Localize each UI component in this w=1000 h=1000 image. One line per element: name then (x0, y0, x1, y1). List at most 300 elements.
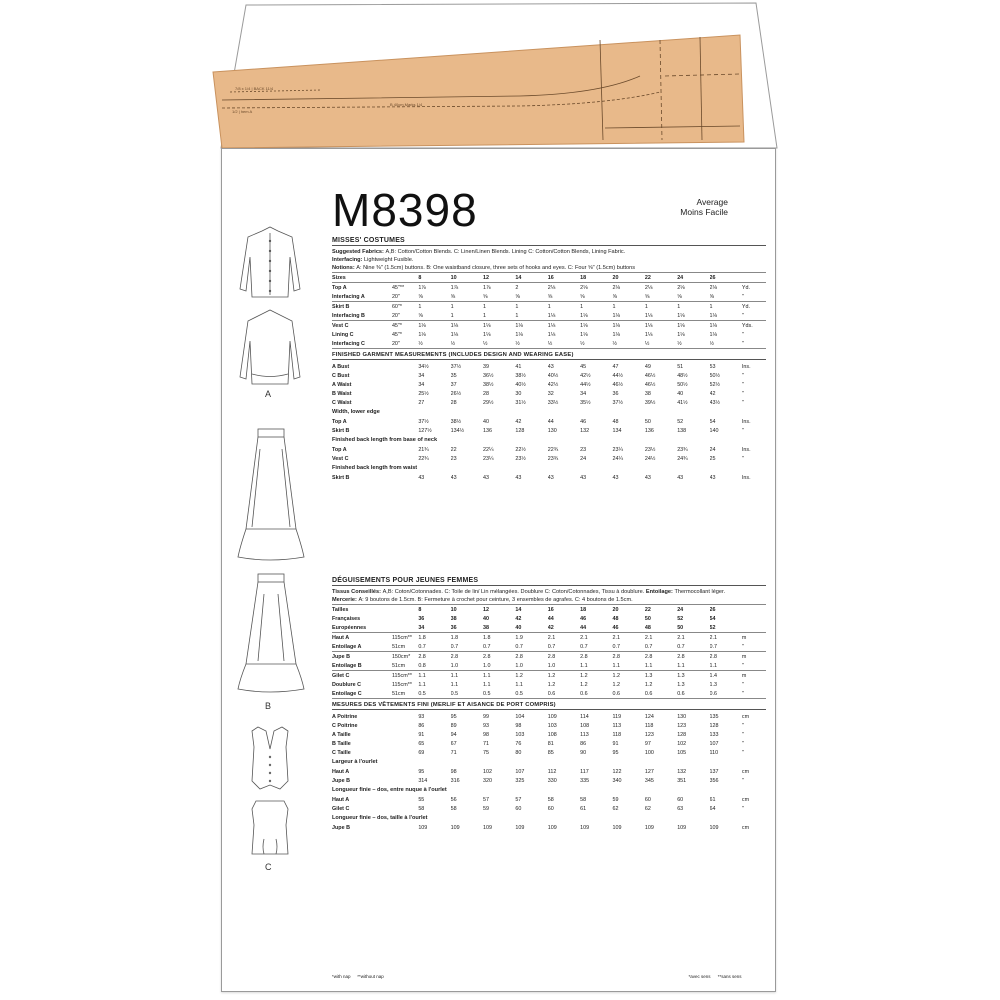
french-title: DÉGUISEMENTS POUR JEUNES FEMMES (332, 577, 766, 586)
table-cell: " (742, 642, 766, 652)
table-cell: 0.7 (548, 642, 580, 652)
table-cell: 1.2 (580, 681, 588, 688)
table-cell (392, 767, 418, 776)
table-cell: 0.5 (418, 689, 450, 699)
table-cell: 109 (644, 824, 654, 831)
table-cell: 1.0 (548, 661, 580, 671)
table-cell: 44½ (580, 381, 591, 388)
table-cell: 1⅛ (418, 331, 426, 338)
table-cell: 118 (644, 722, 654, 729)
table-cell: 1.2 (580, 672, 588, 679)
table-cell: 22 (644, 606, 651, 613)
table-cell: ½ (451, 339, 483, 349)
table-cell: " (742, 339, 766, 349)
table-cell: 100 (644, 749, 654, 756)
table-cell: 50½ (677, 381, 688, 388)
table-cell: 52 (710, 623, 742, 633)
table-cell: 1 (547, 303, 551, 310)
table-cell: 2⅛ (644, 284, 653, 291)
table-cell: 2⅛ (580, 284, 588, 291)
table-cell: 1.0 (483, 661, 515, 671)
table-cell: ⅝ (612, 292, 644, 302)
table-cell: 23 (580, 446, 587, 453)
fr-longueur1-table (332, 795, 766, 813)
table-cell: 22¾ (418, 455, 429, 462)
table-cell: 1 (451, 311, 483, 321)
table-cell: 1⅛ (450, 322, 459, 329)
table-cell: 2.8 (677, 653, 685, 660)
table-cell: ½ (483, 339, 515, 349)
table-cell: 65 (418, 740, 425, 747)
table-cell: 97 (644, 740, 651, 747)
table-cell: " (741, 390, 744, 397)
table-cell: 40 (677, 390, 684, 397)
fr-largeur-title: Largeur à l'ourlet (332, 759, 378, 765)
table-cell: 36 (451, 623, 483, 633)
table-cell: 40½ (547, 372, 559, 379)
table-cell: 102 (483, 768, 493, 775)
table-cell: Ins. (741, 363, 751, 370)
footnote-avec-sens: *avec sens (688, 974, 711, 979)
footnote-with-nap: *with nap (332, 974, 351, 979)
table-cell: " (741, 681, 744, 688)
table-cell: 52½ (709, 381, 721, 388)
table-cell: 114 (580, 713, 589, 720)
table-cell: 81 (547, 740, 554, 747)
table-cell: 2⅛ (547, 284, 556, 291)
table-cell: 23½ (515, 455, 526, 462)
table-cell: 48 (612, 418, 619, 425)
table-cell: 123 (677, 722, 687, 729)
table-cell: 1⅛ (548, 311, 580, 321)
table-cell: 93 (483, 722, 490, 729)
table-cell: 1.2 (515, 672, 523, 679)
table-cell: 137 (709, 768, 719, 775)
table-cell: 71 (450, 749, 457, 756)
table-cell: 118 (612, 731, 622, 738)
table-cell: 1.3 (677, 672, 685, 679)
fr-finished-table (332, 712, 766, 757)
table-cell: 42 (548, 623, 580, 633)
table-cell: 51 (677, 363, 684, 370)
table-cell: 36 (612, 390, 619, 397)
en-finished-title: FINISHED GARMENT MEASUREMENTS (INCLUDES DESIGN AND WEARING EASE) (332, 352, 766, 360)
table-cell: A Bust (332, 363, 350, 370)
table-cell: 128 (677, 731, 687, 738)
table-row (332, 398, 766, 407)
table-cell: ½ (418, 339, 450, 349)
table-cell: 24 (677, 273, 709, 283)
table-cell: 122 (612, 768, 622, 775)
view-c-label: C (265, 862, 272, 872)
table-cell: C Bust (332, 372, 350, 379)
table-cell: 2.8 (418, 653, 426, 660)
table-cell: C Poitrine (332, 722, 358, 729)
table-cell: 0.8 (418, 661, 450, 671)
table-cell: 45"* (391, 322, 402, 329)
table-cell: 45"* (391, 331, 402, 338)
table-cell: 1.8 (450, 634, 459, 641)
table-cell: Jupe B (332, 777, 350, 784)
en-back-table (332, 445, 766, 463)
table-cell: 43 (418, 474, 425, 481)
en-width-table (332, 417, 766, 435)
table-cell: 1⅛ (677, 331, 685, 338)
table-cell: Skirt B (332, 427, 350, 434)
table-cell: Ins. (741, 474, 751, 481)
table-cell: ⅝ (418, 292, 450, 302)
table-cell: 1.9 (515, 634, 523, 641)
table-cell: 95 (418, 768, 425, 775)
table-cell: 110 (709, 749, 719, 756)
table-cell: 1.1 (483, 672, 491, 679)
table-row (332, 389, 766, 398)
table-cell: 2.8 (450, 653, 459, 660)
table-cell: 1 (709, 303, 713, 310)
table-cell: 60"* (391, 303, 402, 310)
table-cell: 34½ (418, 363, 429, 370)
table-cell: 46½ (644, 372, 656, 379)
view-b-label: B (265, 701, 272, 711)
table-cell: 57 (483, 796, 490, 803)
table-cell: Lining C (332, 331, 354, 338)
table-cell: 109 (612, 824, 622, 831)
table-cell: 49 (644, 363, 651, 370)
table-cell: 345 (644, 777, 654, 784)
table-cell: 2.1 (677, 634, 685, 641)
table-cell: 1 (450, 303, 454, 310)
table-cell: m (741, 634, 747, 641)
table-cell: 134 (612, 427, 622, 434)
table-cell: 2.1 (612, 634, 620, 641)
table-cell (392, 795, 418, 804)
top-a-back-drawing (240, 310, 300, 384)
table-cell: 2 (515, 284, 519, 291)
tissue-label-1: 7/8 x 1/4 | BACK 11/4 (235, 86, 274, 91)
table-row (332, 614, 766, 623)
table-cell: 22 (645, 273, 677, 283)
table-cell: 1⅛ (612, 311, 644, 321)
fr-fabrics: Tissus Conseillés: A,B: Coton/Cotonnades. C: Toile de lin/ Lin mélangées. Doublure C: Coton/Cotonnades, Tissu à doublure. Entoilage: Thermocollant léger. (332, 589, 726, 595)
table-cell: 60 (677, 796, 684, 803)
table-cell: cm (741, 713, 750, 720)
garment-drawings (222, 149, 322, 991)
table-cell: Sizes (332, 273, 392, 283)
table-cell: 90 (580, 749, 587, 756)
table-cell: A Taille (332, 731, 351, 738)
table-cell: 1.2 (547, 672, 556, 679)
table-cell: 38 (450, 615, 457, 622)
table-cell: 1⅛ (612, 331, 620, 338)
table-cell: 109 (547, 824, 557, 831)
table-cell: Européennes (332, 623, 392, 633)
table-cell: 1 (483, 311, 515, 321)
table-cell: 340 (612, 777, 622, 784)
table-cell (392, 473, 418, 482)
table-cell: Haut A (332, 768, 350, 775)
table-cell: 43 (709, 474, 716, 481)
table-cell: 52 (677, 418, 684, 425)
table-cell: 46 (612, 623, 644, 633)
table-cell: 23¾ (677, 446, 688, 453)
table-cell (392, 417, 418, 426)
table-cell (392, 804, 418, 813)
table-cell: Top A (332, 284, 347, 291)
table-cell: 52 (677, 615, 684, 622)
table-cell: 2.1 (580, 634, 588, 641)
table-cell: 20" (392, 339, 418, 349)
table-cell: 1⅛ (645, 311, 677, 321)
table-cell: 35 (450, 372, 457, 379)
table-cell: 23½ (644, 446, 656, 453)
table-cell: 43 (483, 474, 490, 481)
table-row (332, 302, 766, 312)
table-cell: 43 (450, 474, 457, 481)
table-cell: 67 (450, 740, 457, 747)
table-cell: 62 (612, 805, 619, 812)
fr-longueur2-table (332, 823, 766, 832)
table-cell: 43 (612, 474, 619, 481)
table-cell: 109 (450, 824, 460, 831)
table-cell: 1⅛ (644, 331, 653, 338)
table-cell: 48½ (677, 372, 688, 379)
table-cell: Vest C (332, 322, 349, 329)
table-cell: 22 (450, 446, 457, 453)
french-section (332, 577, 766, 832)
table-cell: 1⅛ (515, 322, 523, 329)
table-cell: 102 (677, 740, 687, 747)
table-cell: 38½ (515, 372, 526, 379)
table-cell (392, 739, 418, 748)
table-cell: 1 (677, 303, 681, 310)
table-cell: 76 (515, 740, 522, 747)
table-cell: 2.1 (644, 634, 653, 641)
vest-c-front-drawing (252, 727, 288, 789)
table-cell: 40 (483, 418, 490, 425)
table-cell (392, 454, 418, 463)
table-cell: 95 (612, 749, 619, 756)
table-cell: 0.6 (677, 689, 709, 699)
table-cell: 0.7 (612, 642, 644, 652)
table-cell: 1 (644, 303, 648, 310)
table-cell: 34 (418, 381, 425, 388)
footnote-sans-sens: **sans sens (717, 974, 742, 979)
table-cell: 51cm (392, 642, 418, 652)
table-row (332, 362, 766, 371)
table-cell: 109 (483, 824, 493, 831)
table-cell: 113 (612, 722, 622, 729)
table-cell: 1⅛ (418, 322, 426, 329)
table-cell: 26½ (450, 390, 462, 397)
table-row (332, 605, 766, 614)
table-cell: 43 (547, 363, 554, 370)
table-cell: 45 (580, 363, 587, 370)
table-cell: 1⅛ (580, 322, 588, 329)
table-cell: 37½ (418, 418, 429, 425)
table-cell: 124 (644, 713, 654, 720)
table-cell: 43 (644, 474, 651, 481)
table-cell: 1⅞ (450, 284, 459, 291)
table-cell: 115cm** (391, 681, 412, 688)
table-cell: 1⅛ (547, 322, 556, 329)
table-cell: 39½ (644, 399, 656, 406)
table-cell: 20 (612, 606, 619, 613)
table-cell: 1.1 (483, 681, 491, 688)
table-cell: " (742, 661, 766, 671)
table-cell: 109 (580, 824, 590, 831)
table-cell: 99 (483, 713, 490, 720)
table-cell: 0.5 (515, 689, 547, 699)
table-cell: 18 (580, 606, 587, 613)
fr-longueur2-title: Longueur finie – dos, taille à l'ourlet (332, 815, 428, 821)
table-cell: 115cm** (391, 634, 412, 641)
table-cell: " (741, 381, 744, 388)
table-cell: 2.8 (709, 653, 718, 660)
table-cell: A Waist (332, 381, 352, 388)
table-cell: 59 (483, 805, 490, 812)
english-title: MISSES' COSTUMES (332, 237, 766, 246)
table-cell: 50½ (709, 372, 721, 379)
table-cell: 20 (612, 273, 644, 283)
table-cell: " (741, 731, 744, 738)
table-cell: 135 (709, 713, 719, 720)
table-cell: 48 (612, 615, 619, 622)
table-cell: 46½ (644, 381, 656, 388)
table-cell: 1 (612, 303, 616, 310)
table-cell: 133 (709, 731, 719, 738)
table-cell: 335 (580, 777, 590, 784)
table-cell: 1.1 (677, 661, 709, 671)
table-row (332, 330, 766, 339)
skirt-b-back-drawing (238, 574, 304, 692)
table-cell: 57 (515, 796, 522, 803)
table-cell: 60 (644, 796, 651, 803)
table-row (332, 823, 766, 832)
table-row (332, 283, 766, 293)
table-cell: 22½ (515, 446, 526, 453)
table-cell: 38 (483, 623, 515, 633)
table-cell: 117 (580, 768, 589, 775)
table-cell: 109 (547, 713, 557, 720)
table-cell: Jupe B (332, 653, 350, 660)
table-cell: 58 (580, 796, 587, 803)
table-cell: Haut A (332, 796, 350, 803)
table-cell: 108 (547, 731, 557, 738)
table-cell (742, 605, 766, 614)
table-row (332, 454, 766, 463)
table-cell: Entoilage B (332, 661, 392, 671)
table-cell: 42½ (547, 381, 559, 388)
table-cell: Interfacing A (332, 292, 392, 302)
table-cell: 1⅛ (580, 311, 612, 321)
table-cell (392, 389, 418, 398)
table-cell: 58 (547, 796, 554, 803)
table-cell: 1⅞ (483, 284, 491, 291)
table-cell (392, 730, 418, 739)
table-cell: Yd. (741, 284, 750, 291)
table-cell: 1 (580, 303, 584, 310)
table-cell: 1.2 (644, 681, 653, 688)
table-cell: 60 (515, 805, 522, 812)
table-cell: 21¾ (418, 446, 429, 453)
table-row (332, 712, 766, 721)
table-cell (392, 605, 418, 614)
table-cell: 46 (580, 615, 587, 622)
table-cell: 10 (451, 273, 483, 283)
table-row (332, 380, 766, 389)
en-yardage-table (332, 273, 766, 349)
table-cell: Interfacing B (332, 311, 392, 321)
table-cell: 63 (677, 805, 684, 812)
view-a-label: A (265, 389, 272, 399)
table-cell: 12 (483, 606, 490, 613)
table-cell: 58 (418, 805, 425, 812)
table-cell: 37½ (612, 399, 623, 406)
table-cell: 56 (450, 796, 457, 803)
table-cell: Françaises (332, 615, 361, 622)
table-cell: 0.6 (710, 689, 742, 699)
table-cell: 24¾ (677, 455, 688, 462)
table-cell (392, 380, 418, 389)
table-cell: 128 (709, 722, 719, 729)
table-cell: 69 (418, 749, 425, 756)
table-cell: 1⅛ (483, 322, 491, 329)
table-cell: Ins. (741, 446, 751, 453)
table-cell: 109 (515, 824, 525, 831)
table-row (332, 417, 766, 426)
table-cell: 105 (677, 749, 687, 756)
tissue-label-3: B 40cm Marks 1/4 (390, 102, 423, 107)
table-cell: 1 (418, 303, 422, 310)
table-cell: 115cm** (391, 672, 412, 679)
table-cell: 60 (547, 805, 554, 812)
table-cell: cm (741, 796, 750, 803)
table-cell: Skirt B (332, 474, 350, 481)
table-cell: 1⅛ (644, 322, 653, 329)
table-cell: ⅝ (451, 292, 483, 302)
table-cell: 43 (515, 474, 522, 481)
table-cell: 38½ (450, 418, 462, 425)
table-cell: 150cm* (391, 653, 411, 660)
table-cell: 1.1 (450, 681, 459, 688)
table-cell: 36½ (483, 372, 494, 379)
table-cell: 86 (580, 740, 587, 747)
table-cell (392, 371, 418, 380)
table-cell: ⅝ (580, 292, 612, 302)
table-cell: Tailles (332, 606, 349, 613)
table-cell: 108 (580, 722, 590, 729)
table-cell: 0.7 (710, 642, 742, 652)
table-cell: 64 (709, 805, 716, 812)
table-row (332, 426, 766, 435)
table-cell: 51cm (392, 661, 418, 671)
table-cell: 109 (418, 824, 428, 831)
table-cell: ⅝ (418, 311, 450, 321)
table-cell: 113 (580, 731, 589, 738)
table-row (332, 767, 766, 776)
table-cell: 1⅛ (515, 331, 523, 338)
difficulty-fr: Moins Facile (680, 207, 728, 217)
table-cell: 119 (612, 713, 622, 720)
table-cell: 140 (709, 427, 719, 434)
table-cell: 1⅛ (547, 331, 556, 338)
table-cell: 98 (515, 722, 522, 729)
table-cell: 32 (547, 390, 554, 397)
table-cell: " (741, 372, 744, 379)
table-cell: 34 (418, 372, 425, 379)
fr-finished-title: MESURES DES VÊTEMENTS FINI (MERLIF ET AISANCE DE PORT COMPRIS) (332, 702, 766, 710)
table-cell: Haut A (332, 634, 350, 641)
